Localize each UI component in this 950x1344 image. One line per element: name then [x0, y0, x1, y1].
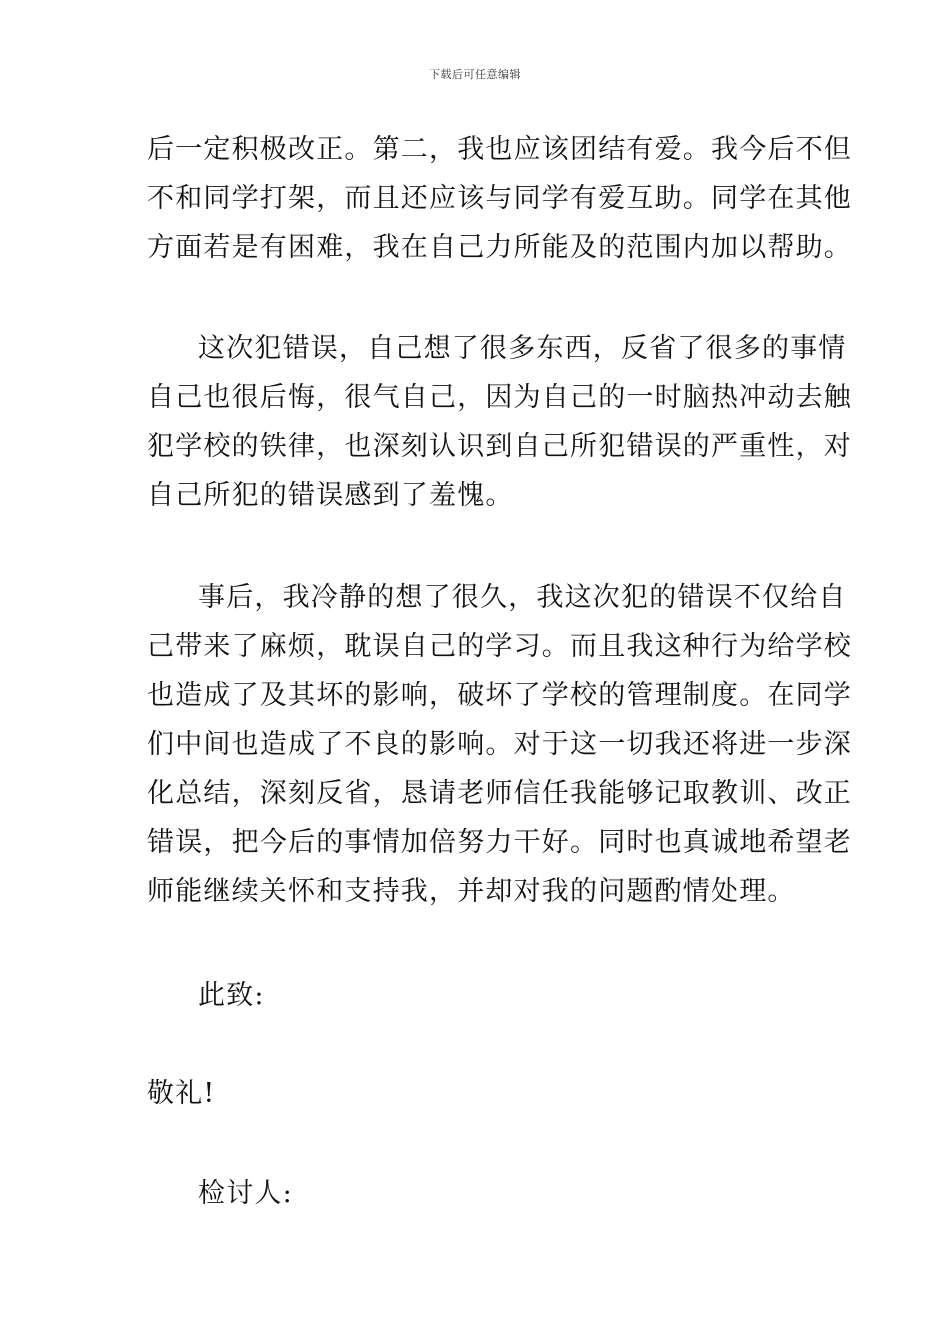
paragraph-3-line-3: 也造成了及其坏的影响，破坏了学校的管理制度。在同学 — [147, 680, 852, 711]
paragraph-2-line-3: 犯学校的铁律，也深刻认识到自己所犯错误的严重性，对 — [147, 431, 852, 462]
paragraph-3-line-4: 们中间也造成了不良的影响。对于这一切我还将进一步深 — [147, 729, 852, 760]
paragraph-1-line-3: 方面若是有困难，我在自己力所能及的范围内加以帮助。 — [147, 232, 852, 263]
signature-line: 检讨人: — [198, 1178, 293, 1209]
salute-line: 敬礼! — [147, 1078, 216, 1109]
paragraph-1-line-1: 后一定积极改正。第二，我也应该团结有爱。我今后不但 — [147, 134, 852, 165]
paragraph-3-line-5: 化总结，深刻反省，恳请老师信任我能够记取教训、改正 — [147, 778, 852, 809]
closing-line: 此致: — [198, 980, 265, 1011]
page-header-note: 下载后可任意编辑 — [429, 68, 521, 81]
paragraph-1-line-2: 不和同学打架，而且还应该与同学有爱互助。同学在其他 — [147, 183, 852, 214]
paragraph-3-line-2: 己带来了麻烦，耽误自己的学习。而且我这种行为给学校 — [147, 631, 852, 662]
paragraph-3-line-7: 师能继续关怀和支持我，并却对我的问题酌情处理。 — [147, 876, 796, 907]
paragraph-2-line-2: 自己也很后悔，很气自己，因为自己的一时脑热冲动去触 — [147, 382, 852, 413]
paragraph-2-line-4: 自己所犯的错误感到了羞愧。 — [147, 480, 514, 511]
paragraph-2-line-1: 这次犯错误，自己想了很多东西，反省了很多的事情 — [198, 333, 847, 364]
paragraph-3-line-1: 事后，我冷静的想了很久，我这次犯的错误不仅给自 — [198, 582, 847, 613]
paragraph-3-line-6: 错误，把今后的事情加倍努力干好。同时也真诚地希望老 — [147, 827, 852, 858]
